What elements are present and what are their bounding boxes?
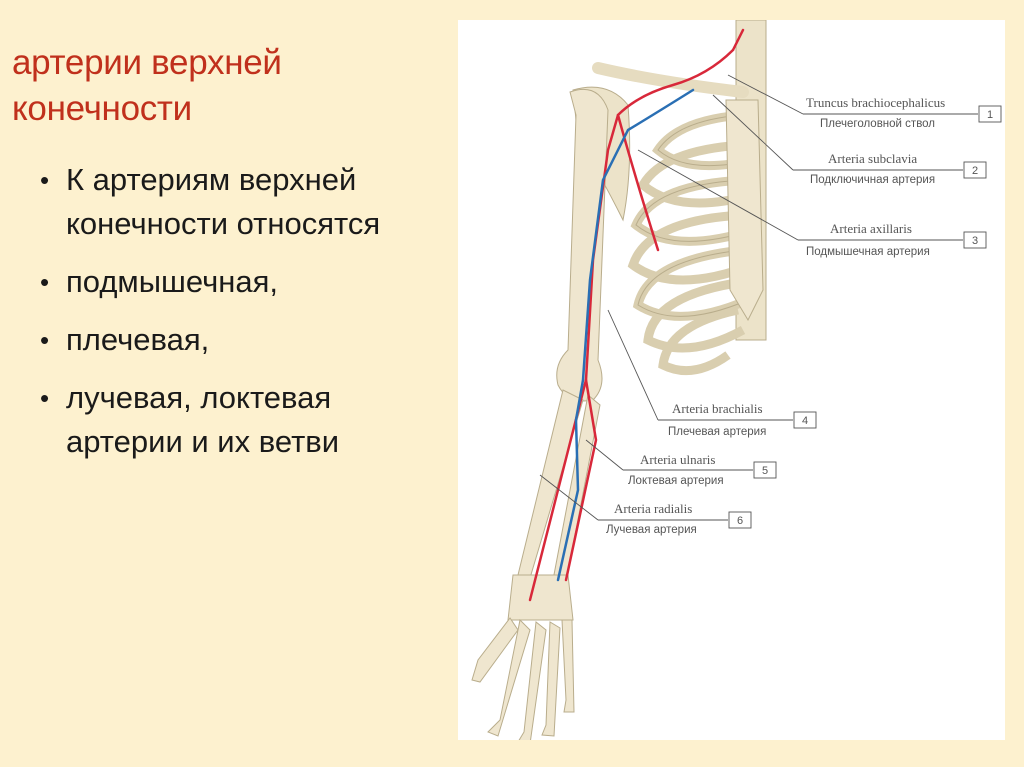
bullet-item: • плечевая, [40, 318, 440, 362]
bullet-dot-icon: • [40, 165, 50, 195]
slide-title [12, 40, 442, 132]
hand-shape [472, 575, 574, 740]
arm-arteries-illustration [458, 20, 1005, 740]
label-russian: Плечеголовной ствол [820, 118, 936, 130]
bullet-dot-icon: • [40, 383, 50, 413]
bullet-item: • К артериям верхней конечности относятся [40, 158, 440, 246]
anatomy-figure [458, 20, 1005, 740]
label-latin: Truncus brachiocephalicus [806, 95, 946, 110]
label-arteria-ulnaris [628, 452, 776, 487]
label-number: 2 [971, 165, 979, 177]
label-latin: Arteria radialis [614, 501, 693, 516]
label-truncus-brachiocephalicus [806, 95, 1001, 130]
label-russian: Лучевая артерия [606, 524, 697, 536]
label-arteria-subclavia [810, 151, 986, 186]
label-latin: Arteria axillaris [830, 221, 912, 236]
label-arteria-axillaris [806, 221, 986, 258]
bullet-item: • лучевая, локтевая артерии и их ветви [40, 376, 440, 464]
label-russian: Подключичная артерия [810, 174, 936, 186]
humerus-shape [557, 89, 608, 401]
title-line-1: артерии верхней [12, 43, 282, 82]
bullet-item: • подмышечная, [40, 260, 440, 304]
label-russian: Плечевая артерия [668, 426, 767, 438]
clavicle-shape [598, 68, 743, 92]
label-number: 3 [971, 235, 979, 247]
label-number: 4 [801, 415, 809, 427]
label-arteria-brachialis [668, 401, 816, 438]
label-number: 1 [986, 109, 994, 121]
title-line-2: конечности [12, 89, 192, 128]
label-arteria-radialis [606, 501, 751, 536]
label-number: 5 [761, 465, 769, 477]
bullet-list [40, 158, 440, 478]
label-latin: Arteria ulnaris [640, 452, 716, 467]
bullet-dot-icon: • [40, 325, 50, 355]
bullet-dot-icon: • [40, 267, 50, 297]
label-russian: Подмышечная артерия [806, 246, 930, 258]
label-number: 6 [736, 515, 744, 527]
label-latin: Arteria brachialis [672, 401, 763, 416]
label-latin: Arteria subclavia [828, 151, 918, 166]
label-russian: Локтевая артерия [628, 475, 724, 487]
